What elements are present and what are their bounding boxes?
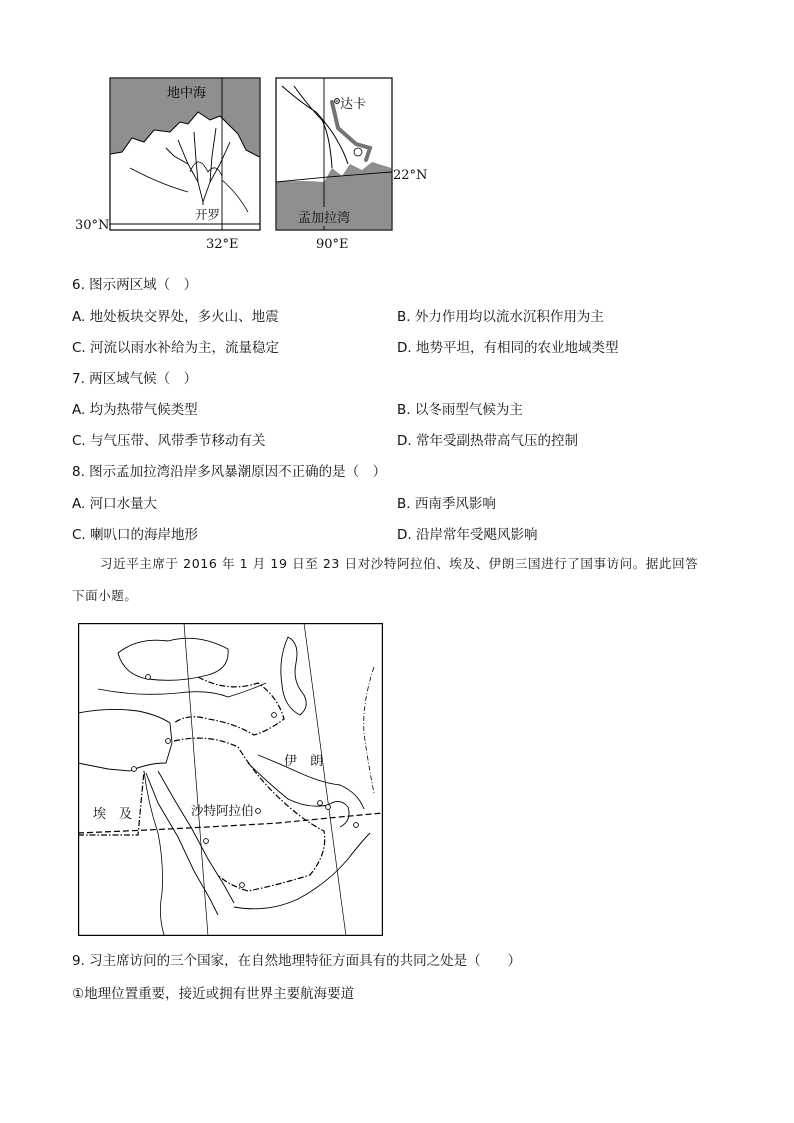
lon-32e-label: 32°E: [206, 237, 239, 252]
lon-90e-label: 90°E: [316, 237, 349, 252]
q7-option-d: D. 常年受副热带高气压的控制: [397, 433, 578, 449]
iran-label: 伊 朗: [284, 754, 324, 769]
lat-30n-label: 30°N: [75, 218, 110, 233]
q9-item-1: ①地理位置重要，接近或拥有世界主要航海要道: [72, 986, 355, 1002]
q8-stem: 8. 图示孟加拉湾沿岸多风暴潮原因不正确的是（ ）: [72, 464, 387, 480]
bay-of-bengal-label: 孟加拉湾: [298, 207, 350, 226]
middle-east-svg: [78, 623, 383, 936]
figure-middle-east-map: [78, 623, 383, 936]
mediterranean-label: 地中海: [167, 82, 206, 101]
maps-svg: [70, 72, 440, 257]
q8-option-d: D. 沿岸常年受飓风影响: [397, 527, 538, 543]
q6-option-b: B. 外力作用均以流水沉积作用为主: [397, 309, 604, 325]
egypt-label: 埃 及: [93, 807, 133, 822]
q7-stem: 7. 两区域气候（ ）: [72, 371, 198, 387]
dhaka-label: 达卡: [340, 97, 367, 112]
q9-stem: 9. 习主席访问的三个国家，在自然地理特征方面具有的共同之处是（ ）: [72, 953, 522, 969]
q7-option-c: C. 与气压带、风带季节移动有关: [72, 433, 266, 449]
q8-option-c: C. 喇叭口的海岸地形: [72, 527, 199, 543]
passage-line-1: 习近平主席于 2016 年 1 月 19 日至 23 日对沙特阿拉伯、埃及、伊朗三国进行了国事访问。据此回答: [100, 556, 699, 571]
q8-option-a: A. 河口水量大: [72, 496, 158, 512]
q8-option-b: B. 西南季风影响: [397, 496, 496, 512]
passage-line-2: 下面小题。: [72, 588, 138, 603]
q6-option-c: C. 河流以雨水补给为主，流量稳定: [72, 340, 280, 356]
q6-option-d: D. 地势平坦，有相同的农业地域类型: [397, 340, 619, 356]
q6-stem: 6. 图示两区域（ ）: [72, 277, 198, 293]
q7-option-b: B. 以冬雨型气候为主: [397, 402, 523, 418]
saudi-arabia-label: 沙特阿拉伯: [191, 803, 254, 818]
q6-option-a: A. 地处板块交界处，多火山、地震: [72, 309, 279, 325]
lat-22n-label: 22°N: [393, 168, 428, 183]
q7-option-a: A. 均为热带气候类型: [72, 402, 198, 418]
figure-egypt-bangladesh-maps: [70, 72, 440, 257]
cairo-label: 开罗: [195, 207, 221, 222]
